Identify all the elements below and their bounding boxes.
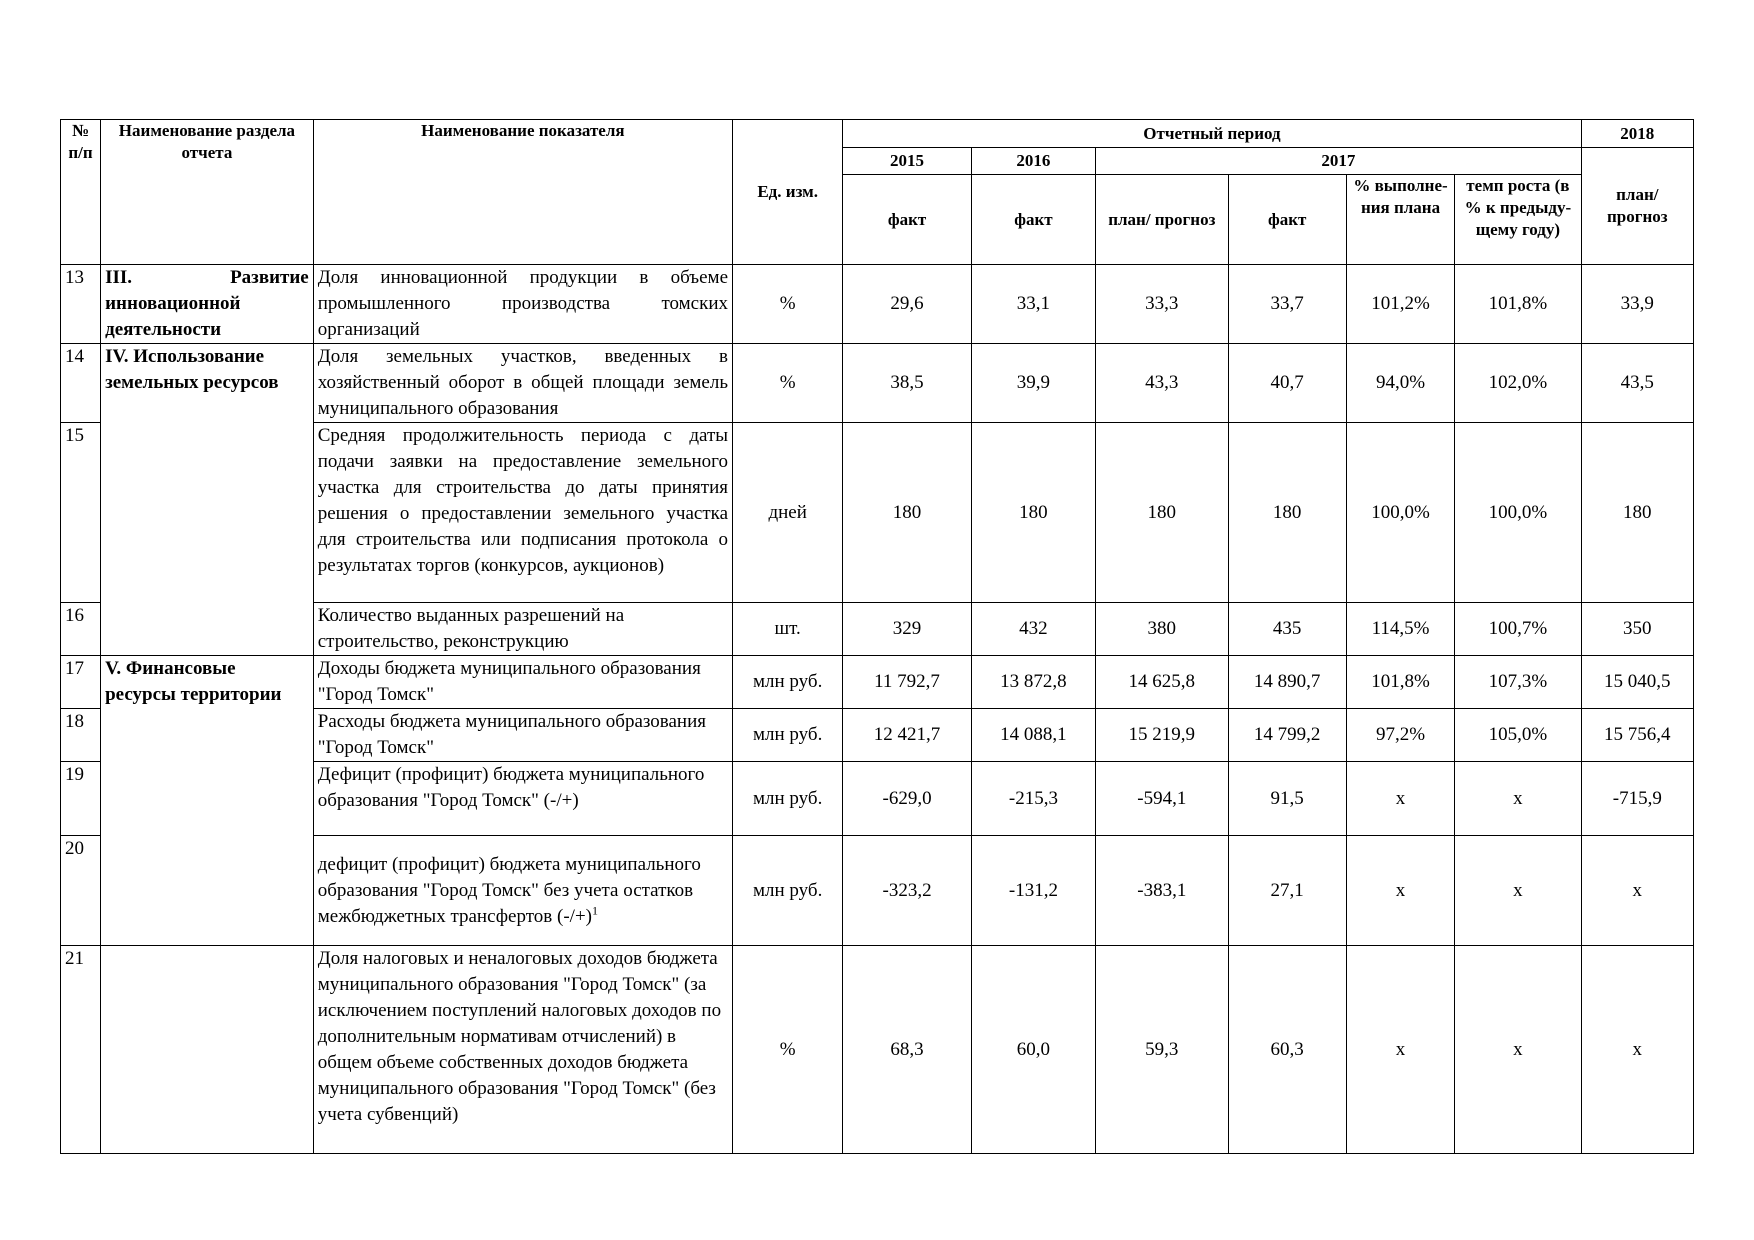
unit-cell: % [733,265,843,344]
value-pct-plan: x [1346,946,1454,1154]
header-2018: 2018 [1581,120,1693,148]
table-row [61,344,1694,423]
value-growth: 107,3% [1455,656,1581,709]
value-2017-plan: 380 [1096,603,1228,656]
header-growth: темп роста (в % к предыду- щему году) [1455,175,1581,265]
value-2016: 14 088,1 [971,709,1095,762]
header-2017: 2017 [1096,148,1581,175]
indicator-cell: Доля налоговых и неналоговых доходов бюджета муниципального образования "Город Томск" (за исключением поступлений налоговых доходов по дополнительным нормативам отчислений) в общем объеме собственных доходов бюджета муниципального образования "Город Томск" (без учета субвенций) [313,946,732,1154]
report-table [60,119,1694,1154]
value-2017-plan: 59,3 [1096,946,1228,1154]
value-2017-fact: 435 [1228,603,1346,656]
unit-cell: % [733,946,843,1154]
header-pct-plan: % выполне- ния плана [1346,175,1454,265]
header-2015-fact: факт [843,175,971,265]
value-2017-fact: 180 [1228,423,1346,603]
row-num: 21 [61,946,101,1154]
footnote-mark: 1 [592,903,598,918]
indicator-cell: Доходы бюджета муниципального образования "Город Томск" [313,656,732,709]
header-indicator: Наименование показателя [313,120,732,265]
value-2017-fact: 40,7 [1228,344,1346,423]
value-pct-plan: 97,2% [1346,709,1454,762]
value-2017-plan: -383,1 [1096,836,1228,946]
section-4: IV. Использование земельных ресурсов [101,344,314,423]
value-pct-plan: 114,5% [1346,603,1454,656]
value-2016: 432 [971,603,1095,656]
value-2015: 29,6 [843,265,971,344]
value-2017-plan: 14 625,8 [1096,656,1228,709]
value-pct-plan: 100,0% [1346,423,1454,603]
value-2018: 15 040,5 [1581,656,1693,709]
value-2015: 38,5 [843,344,971,423]
value-2018: 350 [1581,603,1693,656]
value-2016: 60,0 [971,946,1095,1154]
value-2017-fact: 14 799,2 [1228,709,1346,762]
value-2017-plan: -594,1 [1096,762,1228,836]
table-row [61,762,1694,836]
indicator-cell: Доля инновационной продукции в объеме промышленного производства томских организаций [313,265,732,344]
row-num: 20 [61,836,101,946]
value-2018: -715,9 [1581,762,1693,836]
section-3-rest: инновационной деятельности [105,293,241,340]
value-2017-plan: 43,3 [1096,344,1228,423]
value-2015: 329 [843,603,971,656]
value-pct-plan: x [1346,836,1454,946]
value-2018: x [1581,946,1693,1154]
indicator-cell [313,836,732,946]
unit-cell: млн руб. [733,762,843,836]
value-2015: -323,2 [843,836,971,946]
row-num: 18 [61,709,101,762]
value-2018: x [1581,836,1693,946]
section-4-continued [101,423,314,603]
unit-cell: % [733,344,843,423]
value-2015: 12 421,7 [843,709,971,762]
value-2018: 33,9 [1581,265,1693,344]
section-5-continued [101,709,314,762]
indicator-cell: Количество выданных разрешений на строительство, реконструкцию [313,603,732,656]
value-2017-fact: 60,3 [1228,946,1346,1154]
unit-cell: шт. [733,603,843,656]
section-3-roman: III. [105,267,133,288]
section-3-word: Развитие [230,267,309,288]
header-2017-fact: факт [1228,175,1346,265]
value-pct-plan: 101,2% [1346,265,1454,344]
indicator-cell: Доля земельных участков, введенных в хозяйственный оборот в общей площади земель муниципального образования [313,344,732,423]
header-section: Наименование раздела отчета [101,120,314,265]
value-2016: 13 872,8 [971,656,1095,709]
value-pct-plan: 101,8% [1346,656,1454,709]
indicator-cell: Дефицит (профицит) бюджета муниципального образования "Город Томск" (-/+) [313,762,732,836]
value-2017-plan: 15 219,9 [1096,709,1228,762]
value-2015: 180 [843,423,971,603]
table-row [61,603,1694,656]
header-num: № п/п [61,120,101,265]
row-num: 14 [61,344,101,423]
value-growth: 102,0% [1455,344,1581,423]
value-2016: -131,2 [971,836,1095,946]
value-growth: 100,0% [1455,423,1581,603]
value-pct-plan: x [1346,762,1454,836]
value-growth: x [1455,946,1581,1154]
value-2015: 68,3 [843,946,971,1154]
value-2015: -629,0 [843,762,971,836]
header-2018-plan: план/ прогноз [1581,148,1693,265]
table-row [61,946,1694,1154]
section-5-continued [101,762,314,836]
table-row [61,265,1694,344]
indicator-text: дефицит (профицит) бюджета муниципального образования "Город Томск" без учета остатков межбюджетных трансфертов (-/+) [317,853,701,927]
section-3 [101,265,314,344]
value-2015: 11 792,7 [843,656,971,709]
header-2017-plan: план/ прогноз [1096,175,1228,265]
value-2017-plan: 180 [1096,423,1228,603]
value-2016: 180 [971,423,1095,603]
table-row [61,836,1694,946]
section-4-continued [101,603,314,656]
row-num: 17 [61,656,101,709]
table-row [61,423,1694,603]
indicator-cell: Средняя продолжительность периода с даты подачи заявки на предоставление земельного участка для строительства до даты принятия решения о предоставлении земельного участка для строительства или подписания протокола о результатах торгов (конкурсов, аукционов) [313,423,732,603]
indicator-cell: Расходы бюджета муниципального образования "Город Томск" [313,709,732,762]
value-2017-fact: 27,1 [1228,836,1346,946]
row-num: 16 [61,603,101,656]
value-pct-plan: 94,0% [1346,344,1454,423]
row-num: 13 [61,265,101,344]
table-row [61,656,1694,709]
value-growth: 105,0% [1455,709,1581,762]
row-num: 19 [61,762,101,836]
section-5: V. Финансовые ресурсы территории [101,656,314,709]
section-5-continued [101,836,314,946]
value-growth: x [1455,762,1581,836]
header-unit: Ед. изм. [733,120,843,265]
value-2016: 33,1 [971,265,1095,344]
unit-cell: млн руб. [733,709,843,762]
value-2018: 43,5 [1581,344,1693,423]
row-num: 15 [61,423,101,603]
value-2018: 15 756,4 [1581,709,1693,762]
value-2018: 180 [1581,423,1693,603]
value-2017-fact: 91,5 [1228,762,1346,836]
header-2016: 2016 [971,148,1095,175]
header-2016-fact: факт [971,175,1095,265]
unit-cell: млн руб. [733,656,843,709]
value-growth: 100,7% [1455,603,1581,656]
section-empty [101,946,314,1154]
value-2017-fact: 14 890,7 [1228,656,1346,709]
value-growth: x [1455,836,1581,946]
value-2016: 39,9 [971,344,1095,423]
table-row [61,709,1694,762]
value-2017-plan: 33,3 [1096,265,1228,344]
value-2016: -215,3 [971,762,1095,836]
value-growth: 101,8% [1455,265,1581,344]
header-2015: 2015 [843,148,971,175]
unit-cell: дней [733,423,843,603]
unit-cell: млн руб. [733,836,843,946]
header-period: Отчетный период [843,120,1581,148]
value-2017-fact: 33,7 [1228,265,1346,344]
